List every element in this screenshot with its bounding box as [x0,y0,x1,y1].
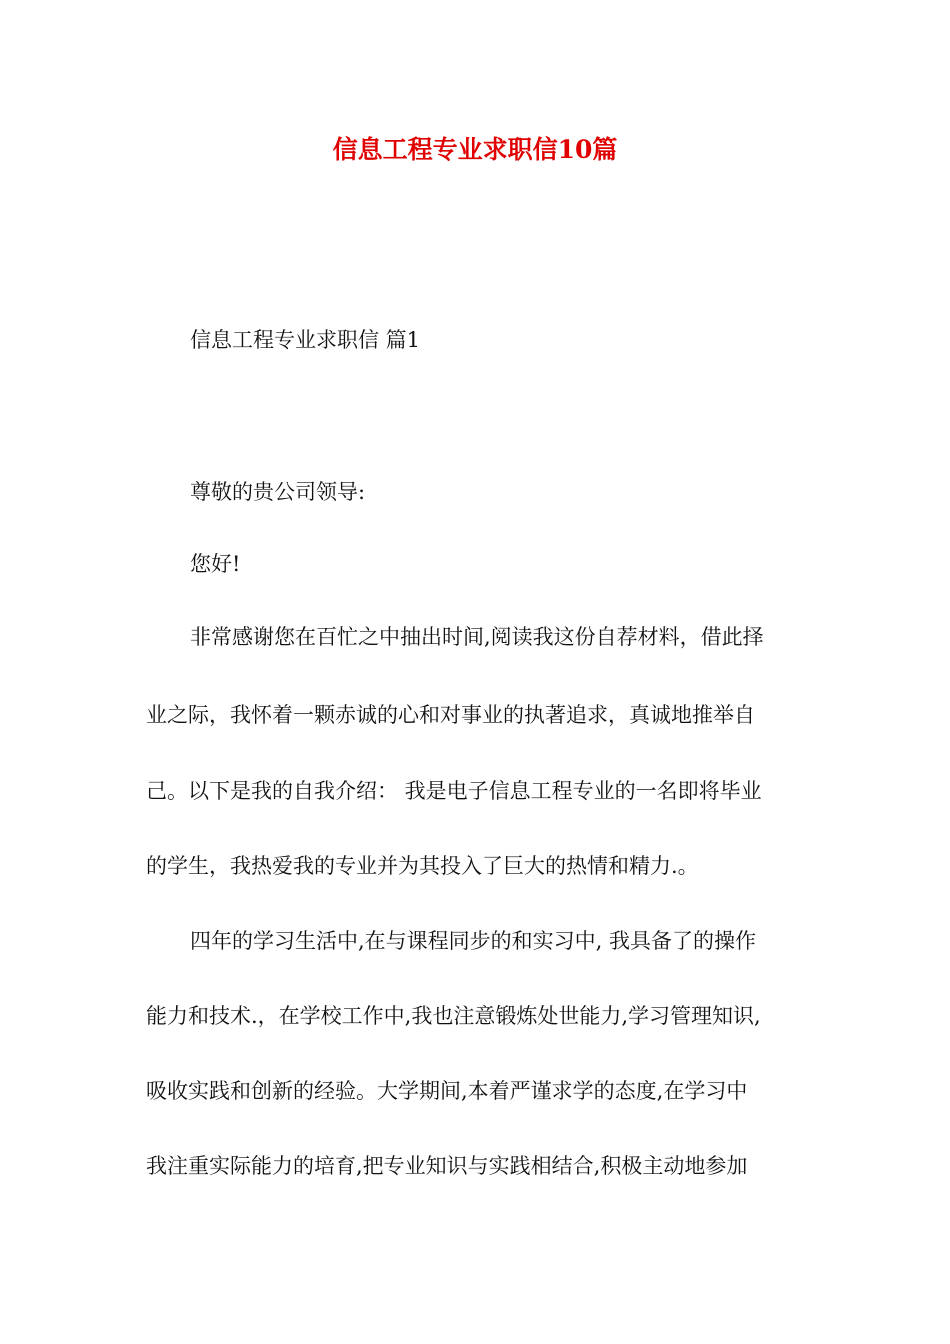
salutation: 尊敬的贵公司领导: [190,480,366,504]
paragraph-2-line: 我注重实际能力的培育,把专业知识与实践相结合,积极主动地参加 [146,1154,748,1178]
paragraph-1-line: 业之际，我怀着一颗赤诚的心和对事业的执著追求，真诚地推举自 [146,703,755,727]
paragraph-1-line: 的学生，我热爱我的专业并为其投入了巨大的热情和精力.。 [146,854,699,878]
document-title: 信息工程专业求职信10篇 [332,135,618,164]
section-heading: 信息工程专业求职信 篇1 [190,328,421,352]
paragraph-1-line: 己。以下是我的自我介绍： 我是电子信息工程专业的一名即将毕业 [146,779,762,803]
paragraph-2-line: 能力和技术.，在学校工作中,我也注意锻炼处世能力,学习管理知识, [146,1004,761,1028]
greeting: 您好! [190,552,241,576]
paragraph-2-line: 四年的学习生活中,在与课程同步的和实习中, 我具备了的操作 [190,929,757,953]
paragraph-1-line: 非常感谢您在百忙之中抽出时间,阅读我这份自荐材料，借此择 [190,625,764,649]
paragraph-2-line: 吸收实践和创新的经验。大学期间,本着严谨求学的态度,在学习中 [146,1079,748,1103]
